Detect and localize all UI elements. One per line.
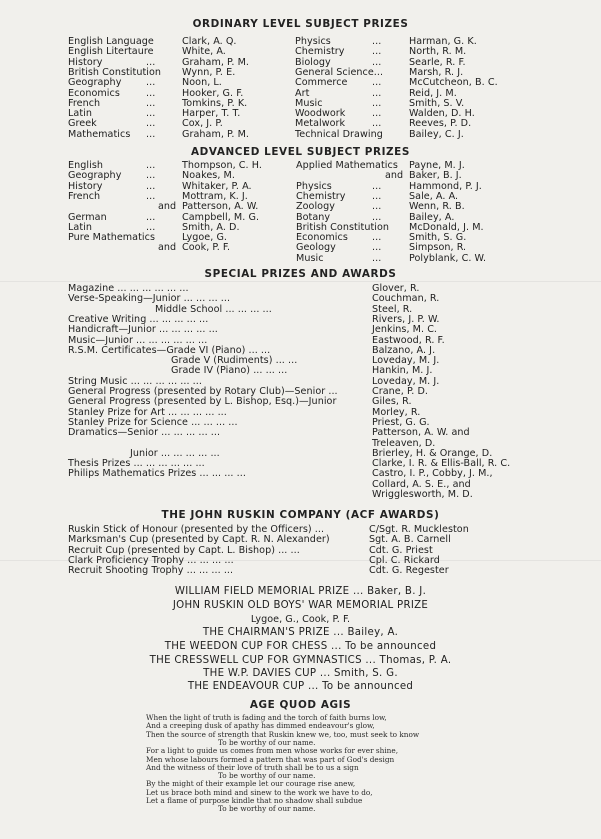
award-label: Dramatics—Senior ... ... ... ... ... xyxy=(68,427,221,439)
award-label: Philips Mathematics Prizes ... ... ... ... xyxy=(68,468,246,480)
prize-winner-name: Baker, B. J. xyxy=(409,170,462,182)
prize-winner-name: Graham, P. M. xyxy=(182,128,250,140)
acf-award-label: Ruskin Stick of Honour (presented by the Officers) ... xyxy=(68,524,325,535)
prize-winner-name: Smith, S. G. xyxy=(409,232,467,244)
subject-label: English Litertaure xyxy=(68,46,154,58)
heading-advanced: ADVANCED LEVEL SUBJECT PRIZES xyxy=(191,146,410,158)
endeavour-cup: THE ENDEAVOUR CUP ... To be announced xyxy=(187,681,414,692)
prize-winner-name: Bailey, C. J. xyxy=(409,128,464,140)
award-winner-name: Rivers, J. P. W. xyxy=(372,313,440,325)
chairmans-prize: THE CHAIRMAN'S PRIZE ... Bailey, A. xyxy=(202,627,399,638)
leader-dots: ... xyxy=(146,180,156,192)
poem-refrain: To be worthy of our name. xyxy=(218,804,316,814)
subject-label: Physics xyxy=(295,36,331,47)
award-label: General Progress (presented by L. Bishop, Esq.)—Junior xyxy=(68,396,337,408)
subject-label: Technical Drawing xyxy=(295,128,383,140)
leader-dots: ... xyxy=(146,211,156,223)
prize-winner-name: Polyblank, C. W. xyxy=(409,252,487,264)
prize-winner-name: Lygoe, G. xyxy=(182,232,228,244)
subject-label: Geography xyxy=(68,77,122,89)
prize-winner-name: Clark, A. Q. xyxy=(182,36,237,47)
acf-award-label: Clark Proficiency Trophy ... ... ... ... xyxy=(68,554,234,566)
subject-label: Greek xyxy=(68,118,97,130)
award-label: Music—Junior ... ... ... ... ... ... xyxy=(68,334,208,346)
prize-winner-name: Sale, A. A. xyxy=(409,190,459,202)
prize-winner-name: Thompson, C. H. xyxy=(182,160,262,171)
subject-label: Latin xyxy=(68,221,92,233)
subject-label: Geography xyxy=(68,170,122,182)
prize-winner-name: Patterson, A. W. xyxy=(182,201,259,213)
subject-label: General Science... xyxy=(295,66,384,78)
award-winner-name: Patterson, A. W. and xyxy=(372,427,470,439)
subject-label: History xyxy=(68,56,103,68)
leader-dots: ... xyxy=(146,221,156,233)
poem-line: Let a flame of purpose kindle that no shadow shall subdue xyxy=(146,796,363,805)
leader-dots: ... xyxy=(372,190,382,202)
poem-refrain: To be worthy of our name. xyxy=(218,771,316,781)
prize-winner-name: Marsh, R. J. xyxy=(409,66,464,78)
leader-dots: ... xyxy=(372,201,382,213)
acf-award-recipient: Cdt. G. Priest xyxy=(369,544,433,556)
subject-label: Music xyxy=(295,97,323,109)
poem-line: When the light of truth is fading and the torch of faith burns low, xyxy=(146,713,387,722)
prize-winner-name: Mottram, K. J. xyxy=(182,190,248,202)
subject-label: Latin xyxy=(68,108,92,120)
award-winner-name: Clarke, I. R. & Ellis-Ball, R. C. xyxy=(372,458,511,470)
subject-label: English Language xyxy=(68,36,154,47)
paper-fold-line xyxy=(0,281,601,282)
prize-winner-name: Harper, T. T. xyxy=(182,108,241,120)
leader-dots: ... xyxy=(146,190,156,202)
award-winner-name: Glover, R. xyxy=(372,283,420,294)
william-field-prize: WILLIAM FIELD MEMORIAL PRIZE ... Baker, B. J. xyxy=(174,586,427,597)
prize-winner-name: Wenn, R. B. xyxy=(409,201,465,213)
and-connector: and xyxy=(158,201,177,213)
award-winner-name: Balzano, A. J. xyxy=(372,344,436,356)
subject-label: Applied Mathematics xyxy=(296,160,398,171)
subject-label: Geology xyxy=(296,242,336,254)
poem-line: And the witness of their love of truth shall be to us a sign xyxy=(146,762,359,772)
award-label: Grade V (Rudiments) ... ... xyxy=(171,355,298,367)
prize-winner-name: McDonald, J. M. xyxy=(409,221,484,233)
leader-dots: ... xyxy=(372,97,382,109)
and-connector: and xyxy=(385,170,404,182)
award-winner-name: Couchman, R. xyxy=(372,293,440,305)
subject-label: Chemistry xyxy=(295,46,345,58)
leader-dots: ... xyxy=(372,252,382,264)
award-winner-name: Wrigglesworth, M. D. xyxy=(372,489,473,500)
prize-winner-name: Searle, R. F. xyxy=(409,56,466,68)
award-label: Middle School ... ... ... ... xyxy=(155,303,272,315)
leader-dots: ... xyxy=(146,118,156,130)
award-winner-name: Loveday, M. J. xyxy=(372,375,440,387)
leader-dots: ... xyxy=(372,77,382,89)
award-winner-name: Steel, R. xyxy=(372,303,413,315)
prize-winner-name: Smith, A. D. xyxy=(182,221,240,233)
prize-winner-name: Hooker, G. F. xyxy=(182,87,244,99)
poem-refrain: To be worthy of our name. xyxy=(218,737,316,747)
poem-line: By the might of their example let our courage rise anew, xyxy=(146,779,356,789)
award-winner-name: Loveday, M. J. xyxy=(372,355,440,367)
award-winner-name: Brierley, H. & Orange, D. xyxy=(372,447,493,459)
leader-dots: ... xyxy=(372,232,382,244)
leader-dots: ... xyxy=(146,170,156,182)
heading-ruskin-company: THE JOHN RUSKIN COMPANY (ACF AWARDS) xyxy=(161,509,440,521)
award-label: Thesis Prizes ... ... ... ... ... ... xyxy=(68,458,205,470)
award-winner-name: Crane, P. D. xyxy=(372,386,429,397)
subject-label: Mathematics xyxy=(68,128,131,140)
leader-dots: ... xyxy=(372,211,382,223)
acf-award-recipient: C/Sgt. R. Muckleston xyxy=(369,524,469,535)
prize-winner-name: Cook, P. F. xyxy=(182,242,231,254)
award-label: Magazine ... ... ... ... ... ... xyxy=(68,283,189,294)
award-label: Creative Writing ... ... ... ... ... xyxy=(68,313,209,325)
leader-dots: ... xyxy=(372,180,382,192)
old-boys-prize-winners: Lygoe, G., Cook, P. F. xyxy=(250,614,351,625)
acf-award-recipient: Cpl. C. Rickard xyxy=(369,554,440,566)
prize-winner-name: Smith, S. V. xyxy=(409,97,465,109)
leader-dots: ... xyxy=(146,77,156,89)
subject-label: Chemistry xyxy=(296,190,346,202)
leader-dots: ... xyxy=(372,118,382,130)
poem-line: And a creeping dusk of apathy has dimmed endeavour's glow, xyxy=(146,721,375,731)
award-winner-name: Priest, G. G. xyxy=(372,416,430,428)
award-winner-name: Morley, R. xyxy=(372,406,421,418)
prize-winner-name: Whitaker, P. A. xyxy=(182,180,252,192)
heading-special: SPECIAL PRIZES AND AWARDS xyxy=(204,268,397,280)
subject-label: English xyxy=(68,160,103,171)
award-label: Grade IV (Piano) ... ... ... xyxy=(171,365,288,377)
award-label: R.S.M. Certificates—Grade VI (Piano) ... ... xyxy=(68,344,271,356)
award-label: Junior ... ... ... ... ... xyxy=(130,447,220,459)
subject-label: Music xyxy=(296,252,324,264)
poem-line: For a light to guide us comes from men whose works for ever shine, xyxy=(146,746,399,756)
prize-winner-name: Walden, D. H. xyxy=(409,108,475,120)
subject-label: Physics xyxy=(296,180,332,192)
prize-winner-name: Campbell, M. G. xyxy=(182,211,260,223)
subject-label: Zoology xyxy=(296,201,335,213)
subject-label: History xyxy=(68,180,103,192)
award-winner-name: Collard, A. S. E., and xyxy=(372,478,471,490)
prize-winner-name: Hammond, P. J. xyxy=(409,180,482,192)
acf-award-label: Recruit Shooting Trophy ... ... ... ... xyxy=(68,565,234,577)
acf-award-label: Marksman's Cup (presented by Capt. R. N. Alexander) xyxy=(68,534,330,546)
award-winner-name: Eastwood, R. F. xyxy=(372,334,445,346)
award-label: Verse-Speaking—Junior ... ... ... ... xyxy=(68,293,231,305)
subject-label: Botany xyxy=(296,211,331,223)
prize-winner-name: Harman, G. K. xyxy=(409,36,477,47)
subject-label: Metalwork xyxy=(295,118,346,130)
prize-winner-name: Reeves, P. D. xyxy=(409,118,472,130)
subject-label: Economics xyxy=(68,87,120,99)
subject-label: Biology xyxy=(295,56,331,68)
and-connector: and xyxy=(158,242,177,254)
davies-cup: THE W.P. DAVIES CUP ... Smith, S. G. xyxy=(203,668,398,679)
heading-ordinary: ORDINARY LEVEL SUBJECT PRIZES xyxy=(192,18,409,30)
leader-dots: ... xyxy=(146,128,156,140)
subject-label: French xyxy=(68,97,101,109)
award-winner-name: Giles, R. xyxy=(372,396,412,408)
subject-label: British Constitution xyxy=(68,66,162,78)
prize-winner-name: Cox, J. P. xyxy=(182,118,223,130)
award-winner-name: Jenkins, M. C. xyxy=(372,324,438,336)
weedon-cup: THE WEEDON CUP FOR CHESS ... To be announced xyxy=(164,641,437,652)
leader-dots: ... xyxy=(372,56,382,68)
subject-label: Commerce xyxy=(295,77,348,89)
cresswell-cup: THE CRESSWELL CUP FOR GYMNASTICS ... Thomas, P. A. xyxy=(149,655,452,666)
award-winner-name: Castro, I. P., Cobby, J. M., xyxy=(372,468,493,480)
award-label: Handicraft—Junior ... ... ... ... ... xyxy=(68,324,218,336)
acf-award-label: Recruit Cup (presented by Capt. L. Bishop) ... ... xyxy=(68,544,300,556)
prize-winner-name: McCutcheon, B. C. xyxy=(409,77,498,89)
award-label: String Music ... ... ... ... ... ... xyxy=(68,375,202,387)
leader-dots: ... xyxy=(372,36,382,47)
award-winner-name: Hankin, M. J. xyxy=(372,365,433,377)
leader-dots: ... xyxy=(146,87,156,99)
acf-award-recipient: Cdt. G. Regester xyxy=(369,565,449,577)
prize-winner-name: Wynn, P. E. xyxy=(182,66,236,78)
award-label: Stanley Prize for Art ... ... ... ... ... xyxy=(68,406,227,418)
leader-dots: ... xyxy=(372,108,382,120)
subject-label: German xyxy=(68,211,107,223)
prize-winner-name: Noon, L. xyxy=(182,77,222,89)
leader-dots: ... xyxy=(146,108,156,120)
prize-winner-name: Noakes, M. xyxy=(182,170,235,182)
subject-label: Art xyxy=(295,87,310,99)
poem-line: Let us brace both mind and sinew to the work we have to do, xyxy=(146,787,373,797)
award-label: General Progress (presented by Rotary Club)—Senior ... xyxy=(68,386,338,397)
prize-winner-name: Reid, J. M. xyxy=(409,87,457,99)
prize-winner-name: Payne, M. J. xyxy=(409,160,465,171)
leader-dots: ... xyxy=(372,242,382,254)
leader-dots: ... xyxy=(372,87,382,99)
award-label: Stanley Prize for Science ... ... ... ... xyxy=(68,416,238,428)
subject-label: Woodwork xyxy=(295,108,346,120)
subject-label: French xyxy=(68,190,101,202)
leader-dots: ... xyxy=(372,46,382,58)
subject-label: British Constitution xyxy=(296,221,390,233)
subject-label: Economics xyxy=(296,232,348,244)
poem-line: Then the source of strength that Ruskin knew we, too, must seek to know xyxy=(146,729,420,739)
prize-winner-name: White, A. xyxy=(182,46,226,58)
acf-award-recipient: Sgt. A. B. Carnell xyxy=(369,534,451,546)
poem-line: Men whose labours formed a pattern that was part of God's design xyxy=(146,754,395,764)
school-motto: AGE QUOD AGIS xyxy=(249,699,352,711)
award-winner-name: Treleaven, D. xyxy=(372,437,436,449)
prize-winner-name: Tomkins, P. K. xyxy=(182,97,248,109)
prize-winner-name: North, R. M. xyxy=(409,46,467,58)
leader-dots: ... xyxy=(146,97,156,109)
old-boys-memorial-prize: JOHN RUSKIN OLD BOYS' WAR MEMORIAL PRIZE xyxy=(172,600,429,611)
subject-label: Pure Mathematics xyxy=(68,232,156,244)
prize-winner-name: Bailey, A. xyxy=(409,211,455,223)
prize-winner-name: Graham, P. M. xyxy=(182,56,250,68)
prize-winner-name: Simpson, R. xyxy=(409,242,467,254)
leader-dots: ... xyxy=(146,160,156,171)
leader-dots: ... xyxy=(146,56,156,68)
